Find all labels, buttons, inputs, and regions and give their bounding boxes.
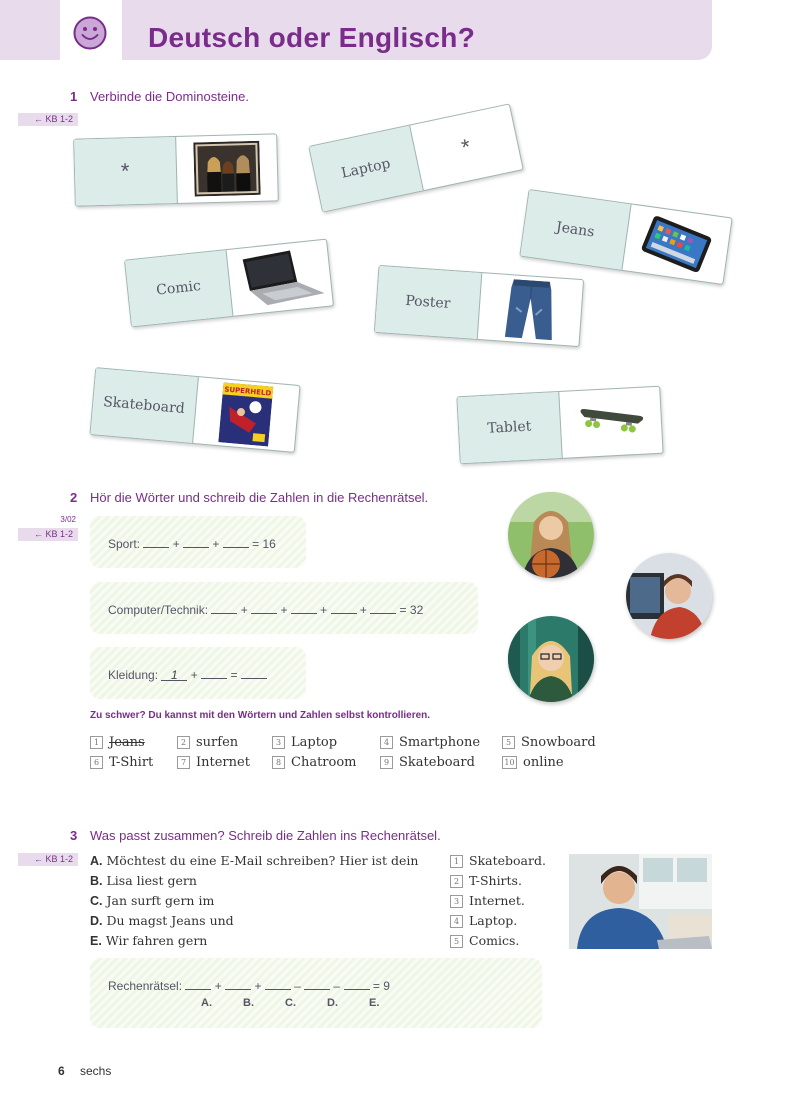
ending-4 <box>450 913 517 928</box>
sport-blank-3[interactable] <box>223 535 249 548</box>
clothing-label: Kleidung: <box>108 668 159 682</box>
plus-sign: + <box>212 537 220 551</box>
clothing-blank-1[interactable]: 1 <box>161 668 187 681</box>
page-word: sechs <box>80 1064 112 1078</box>
computer-blank-5[interactable] <box>370 601 396 614</box>
ending-number: 2 <box>450 875 463 888</box>
word-number: 7 <box>177 756 190 769</box>
abc-puzzle-box <box>90 958 542 1028</box>
puzzle-result: = 9 <box>372 979 390 993</box>
plus-sign: + <box>240 603 248 617</box>
ending-text: Internet. <box>469 893 525 908</box>
girl-basketball-photo <box>508 492 594 578</box>
sentence-letter: E. <box>90 934 102 948</box>
comic-image <box>219 382 274 446</box>
domino-4-word: Comic <box>155 278 202 299</box>
word-item-4 <box>380 735 480 750</box>
page-number: 6 <box>58 1064 65 1078</box>
ex3-instruction: Was passt zusammen? Schreib die Zahlen ins Rechenrätsel. <box>90 828 441 843</box>
boy-computer-photo <box>626 553 712 639</box>
word-item-5 <box>502 735 596 750</box>
word-text: Smartphone <box>399 735 481 750</box>
word-text: Jeans <box>109 735 145 750</box>
ending-2 <box>450 873 522 888</box>
plus-sign: + <box>254 979 262 993</box>
computer-equation <box>108 601 423 617</box>
abc-blank-c[interactable] <box>265 977 291 990</box>
clothing-blank-3[interactable] <box>241 666 267 679</box>
word-text: Snowboard <box>521 735 596 750</box>
domino-4[interactable] <box>124 239 334 328</box>
word-item-6 <box>90 755 153 770</box>
domino-5-word: Poster <box>404 292 451 312</box>
domino-3-word: Jeans <box>555 219 596 241</box>
ending-text: Comics. <box>469 933 520 948</box>
word-number: 9 <box>380 756 393 769</box>
ex3-number: 3 <box>70 828 78 843</box>
skateboard-image <box>575 401 647 445</box>
domino-6[interactable] <box>89 367 300 453</box>
word-text: surfen <box>196 735 239 750</box>
computer-label: Computer/Technik: <box>108 603 209 617</box>
laptop-image <box>232 245 327 310</box>
word-text: Skateboard <box>399 755 475 770</box>
letter-a: A. <box>201 997 212 1009</box>
abc-blank-d[interactable] <box>304 977 330 990</box>
jeans-image <box>500 277 560 343</box>
computer-blank-4[interactable] <box>331 601 357 614</box>
sentence-letter: D. <box>90 914 103 928</box>
sentence-e <box>90 933 207 948</box>
computer-blank-1[interactable] <box>211 601 237 614</box>
word-number: 2 <box>177 736 190 749</box>
ex1-number: 1 <box>70 89 78 104</box>
smiley-icon <box>73 16 107 50</box>
plus-sign: + <box>190 668 198 682</box>
abc-blank-e[interactable] <box>344 977 370 990</box>
hint-text: Zu schwer? Du kannst mit den Wörtern und Zahlen selbst kontrollieren. <box>90 710 431 721</box>
sentence-a <box>90 853 418 868</box>
band-photo <box>193 141 260 197</box>
word-item-7 <box>177 755 250 770</box>
ending-number: 1 <box>450 855 463 868</box>
clothing-blank-2[interactable] <box>201 666 227 679</box>
sentence-text: Möchtest du eine E-Mail schreiben? Hier ist dein <box>106 853 419 868</box>
clothing-equation <box>108 666 267 682</box>
ending-number: 3 <box>450 895 463 908</box>
audio-track: 3/02 <box>60 515 76 524</box>
abc-blank-a[interactable] <box>185 977 211 990</box>
domino-1[interactable] <box>73 133 279 206</box>
ending-text: Laptop. <box>469 913 518 928</box>
girl-glasses-photo <box>508 616 594 702</box>
plus-sign: + <box>280 603 288 617</box>
domino-6-word: Skateboard <box>102 394 186 418</box>
ex1-reference: ← KB 1-2 <box>18 113 78 126</box>
ending-text: T-Shirts. <box>469 873 522 888</box>
puzzle-label: Rechenrätsel: <box>108 979 183 993</box>
ex1-instruction: Verbinde die Dominosteine. <box>90 89 249 104</box>
word-number: 3 <box>272 736 285 749</box>
plus-sign: + <box>320 603 328 617</box>
ending-text: Skateboard. <box>469 853 546 868</box>
domino-2-star: * <box>459 133 473 160</box>
sentence-text: Du magst Jeans und <box>106 913 234 928</box>
comic-title-text: SUPERHELD <box>224 385 272 398</box>
word-item-1 <box>90 735 145 750</box>
ending-5 <box>450 933 519 948</box>
domino-5[interactable] <box>374 265 584 347</box>
ending-number: 4 <box>450 915 463 928</box>
boy-laptop-photo <box>569 854 712 949</box>
letter-b: B. <box>243 997 254 1009</box>
domino-1-star: * <box>120 158 130 184</box>
word-text: Laptop <box>291 735 338 750</box>
word-number: 10 <box>502 756 517 769</box>
word-number: 6 <box>90 756 103 769</box>
equals-sign: = <box>230 668 238 682</box>
sentence-letter: B. <box>90 874 103 888</box>
ex2-instruction: Hör die Wörter und schreib die Zahlen in die Rechenrätsel. <box>90 490 429 505</box>
word-number: 8 <box>272 756 285 769</box>
word-text: T-Shirt <box>109 755 154 770</box>
domino-3[interactable] <box>519 189 732 285</box>
tablet-image <box>635 214 719 274</box>
computer-blank-3[interactable] <box>291 601 317 614</box>
page-title: Deutsch oder Englisch? <box>148 22 476 53</box>
word-number: 5 <box>502 736 515 749</box>
word-item-3 <box>272 735 337 750</box>
sentence-letter: C. <box>90 894 103 908</box>
word-item-8 <box>272 755 357 770</box>
sentence-letter: A. <box>90 854 103 868</box>
plus-sign: + <box>172 537 180 551</box>
ex3-reference: ← KB 1-2 <box>18 853 78 866</box>
sentence-b <box>90 873 197 888</box>
plus-sign: + <box>359 603 367 617</box>
letter-d: D. <box>327 997 338 1009</box>
domino-7-word: Tablet <box>486 418 532 437</box>
word-item-10 <box>502 755 564 770</box>
sport-result: = 16 <box>252 537 276 551</box>
plus-sign: + <box>214 979 222 993</box>
ending-3 <box>450 893 525 908</box>
sport-equation <box>108 535 276 551</box>
letter-e: E. <box>369 997 380 1009</box>
domino-7[interactable] <box>456 386 663 465</box>
domino-2[interactable] <box>308 103 524 212</box>
abc-blank-b[interactable] <box>225 977 251 990</box>
sentence-text: Jan surft gern im <box>106 893 215 908</box>
word-item-9 <box>380 755 475 770</box>
word-number: 1 <box>90 736 103 749</box>
word-item-2 <box>177 735 238 750</box>
computer-blank-2[interactable] <box>251 601 277 614</box>
ex2-reference: ← KB 1-2 <box>18 528 78 541</box>
sentence-d <box>90 913 234 928</box>
word-number: 4 <box>380 736 393 749</box>
abc-equation <box>108 977 390 993</box>
word-text: Chatroom <box>291 755 357 770</box>
ending-number: 5 <box>450 935 463 948</box>
sentence-text: Wir fahren gern <box>105 933 208 948</box>
sport-label: Sport: <box>108 537 141 551</box>
computer-result: = 32 <box>399 603 424 617</box>
minus-sign: – <box>294 979 301 993</box>
word-text: online <box>523 755 564 770</box>
ending-1 <box>450 853 546 868</box>
ex2-number: 2 <box>70 490 78 505</box>
sport-blank-2[interactable] <box>183 535 209 548</box>
word-text: Internet <box>196 755 250 770</box>
domino-2-word: Laptop <box>339 155 392 182</box>
sport-blank-1[interactable] <box>143 535 169 548</box>
minus-sign: – <box>333 979 341 993</box>
letter-c: C. <box>285 997 296 1009</box>
sentence-text: Lisa liest gern <box>106 873 197 888</box>
sentence-c <box>90 893 214 908</box>
